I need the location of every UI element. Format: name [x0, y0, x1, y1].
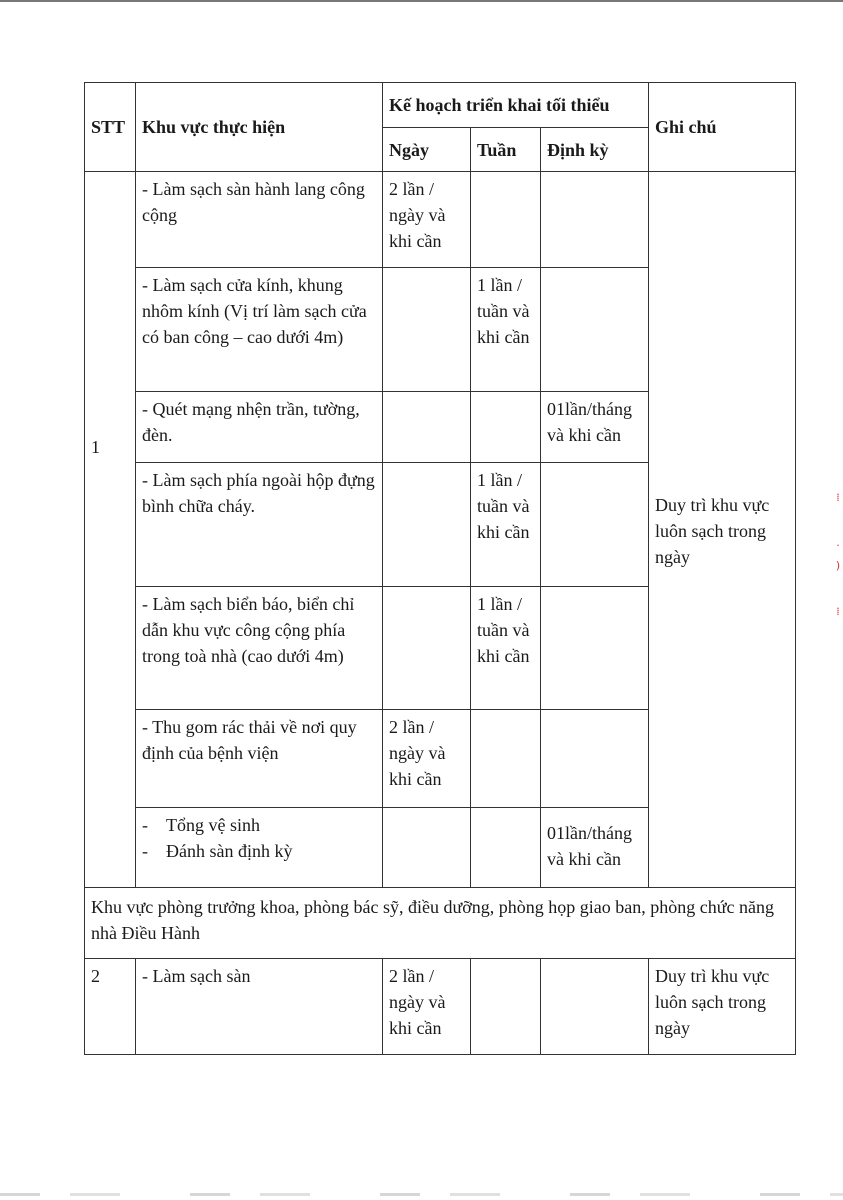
header-area: Khu vực thực hiện — [136, 83, 383, 172]
area-cell: - Thu gom rác thải về nơi quy định của bệnh viện — [136, 710, 383, 808]
day-cell: 2 lần / ngày và khi cần — [383, 710, 471, 808]
area-cell: - Làm sạch biển báo, biển chỉ dẫn khu vực công cộng phía trong toà nhà (cao dưới 4m) — [136, 587, 383, 710]
group1-stt: 1 — [85, 172, 136, 888]
area-cell: - Làm sạch sàn hành lang công cộng — [136, 172, 383, 268]
section-row — [85, 888, 796, 959]
section-2-title: Khu vực phòng trưởng khoa, phòng bác sỹ, điều dưỡng, phòng họp giao ban, phòng chức năng nhà Điều Hành — [85, 888, 796, 959]
bullet-item: - Đánh sàn định kỳ — [142, 841, 293, 861]
table-row — [85, 172, 796, 268]
day-cell — [383, 268, 471, 392]
area-cell-bulleted — [136, 808, 383, 888]
scan-bottom-edge — [0, 1193, 843, 1196]
week-cell — [471, 959, 541, 1055]
group1-note: Duy trì khu vực luôn sạch trong ngày — [649, 172, 796, 888]
stamp-edge-mark-icon: ) — [835, 559, 841, 572]
header-stt: STT — [85, 83, 136, 172]
day-cell — [383, 587, 471, 710]
periodic-cell — [541, 710, 649, 808]
periodic-cell — [541, 268, 649, 392]
header-note: Ghi chú — [649, 83, 796, 172]
stamp-edge-mark-icon: ⁞ — [836, 605, 840, 618]
day-cell — [383, 392, 471, 463]
week-cell: 1 lần / tuần và khi cần — [471, 463, 541, 587]
week-cell — [471, 710, 541, 808]
week-cell: 1 lần / tuần và khi cần — [471, 587, 541, 710]
group2-stt: 2 — [85, 959, 136, 1055]
cleaning-plan-table — [84, 82, 796, 1055]
area-cell: - Quét mạng nhện trần, tường, đèn. — [136, 392, 383, 463]
header-plan: Kế hoạch triển khai tối thiểu — [383, 83, 649, 128]
day-cell — [383, 463, 471, 587]
group2-note: Duy trì khu vực luôn sạch trong ngày — [649, 959, 796, 1055]
area-cell: - Làm sạch phía ngoài hộp đựng bình chữa cháy. — [136, 463, 383, 587]
stamp-edge-mark-icon: ⁞ — [836, 491, 840, 504]
periodic-cell — [541, 587, 649, 710]
week-cell: 1 lần / tuần và khi cần — [471, 268, 541, 392]
stamp-edge-mark-icon: · — [836, 539, 840, 552]
day-cell: 2 lần / ngày và khi cần — [383, 959, 471, 1055]
periodic-cell — [541, 959, 649, 1055]
header-day: Ngày — [383, 128, 471, 172]
day-cell — [383, 808, 471, 888]
periodic-cell: 01lần/tháng và khi cần — [541, 392, 649, 463]
area-cell: - Làm sạch cửa kính, khung nhôm kính (Vị trí làm sạch cửa có ban công – cao dưới 4m) — [136, 268, 383, 392]
bullet-item: - Tổng vệ sinh — [142, 815, 260, 835]
header-week: Tuần — [471, 128, 541, 172]
table-row — [85, 959, 796, 1055]
header-row-1 — [85, 83, 796, 128]
area-cell: - Làm sạch sàn — [136, 959, 383, 1055]
header-periodic: Định kỳ — [541, 128, 649, 172]
week-cell — [471, 808, 541, 888]
page-top-rule — [0, 0, 843, 2]
week-cell — [471, 392, 541, 463]
periodic-cell — [541, 172, 649, 268]
periodic-cell — [541, 463, 649, 587]
week-cell — [471, 172, 541, 268]
periodic-cell: 01lần/tháng và khi cần — [541, 808, 649, 888]
day-cell: 2 lần / ngày và khi cần — [383, 172, 471, 268]
